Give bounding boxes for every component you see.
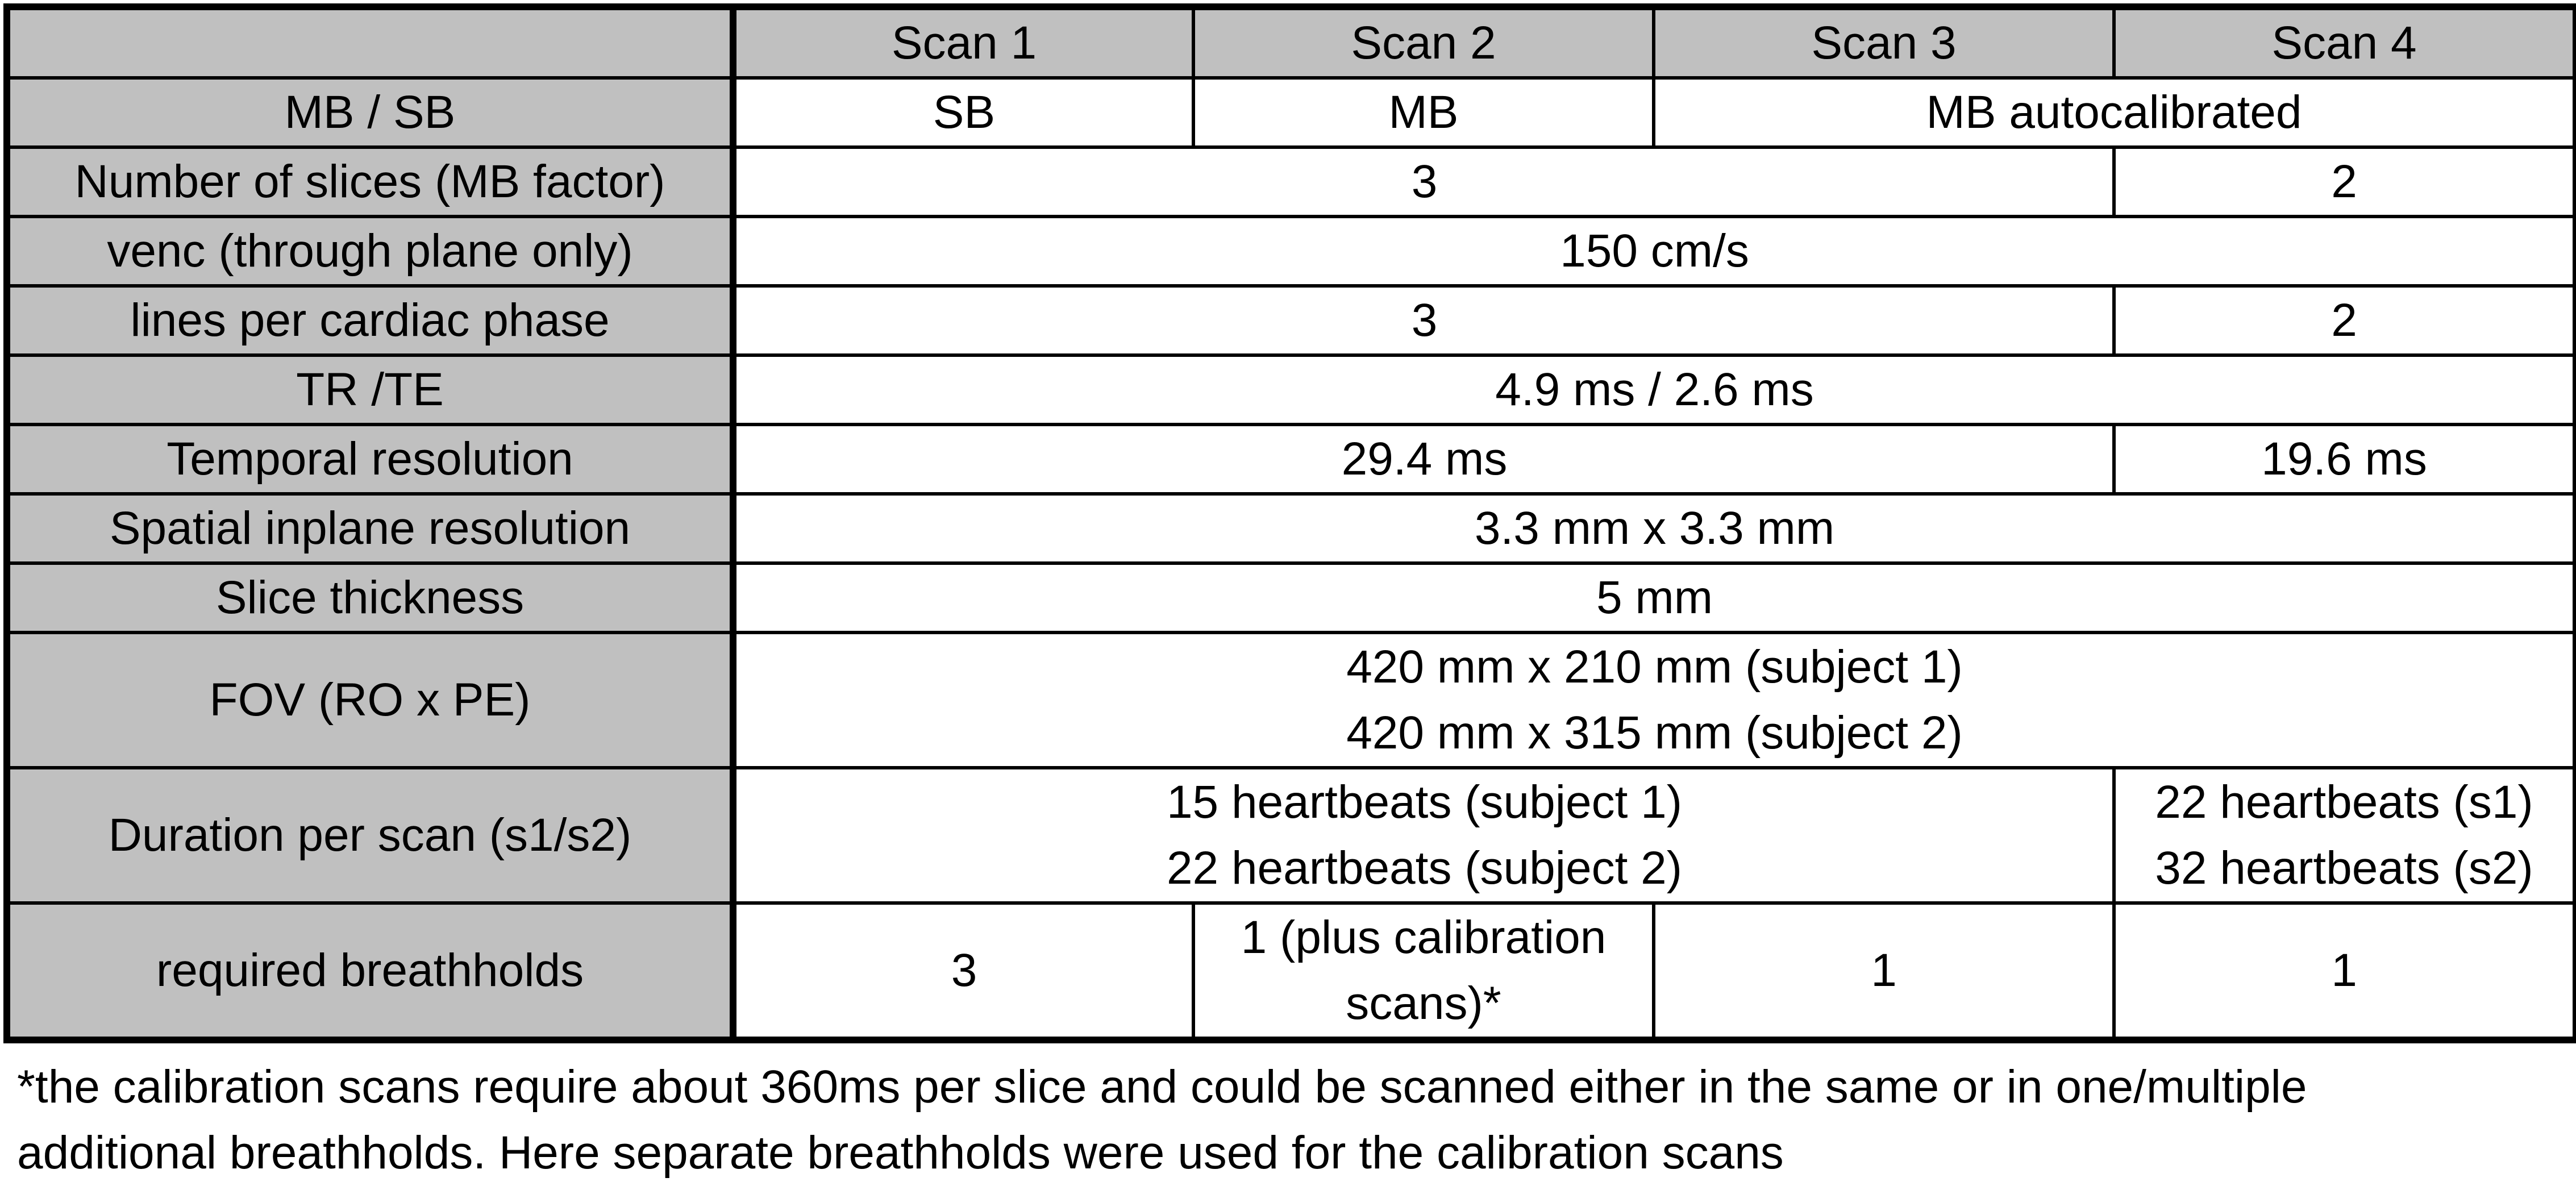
cell-value xyxy=(733,632,2576,768)
cell-value: 2 xyxy=(2114,147,2576,217)
row-label-duration-per-scan: Duration per scan (s1/s2) xyxy=(7,768,733,903)
table-footnote xyxy=(17,1054,2563,1186)
table-row xyxy=(7,286,2576,355)
cell-value: 3 xyxy=(733,903,1193,1040)
cell-line: 420 mm x 315 mm (subject 2) xyxy=(1346,707,1963,759)
row-label-mb-sb: MB / SB xyxy=(7,78,733,147)
cell-value: 1 xyxy=(1654,903,2114,1040)
cell-line: 15 heartbeats (subject 1) xyxy=(1166,776,1683,828)
row-label-tr-te: TR /TE xyxy=(7,355,733,425)
cell-value: SB xyxy=(733,78,1193,147)
cell-line: 22 heartbeats (subject 2) xyxy=(1166,842,1683,894)
cell-value: 29.4 ms xyxy=(733,425,2114,494)
row-label-fov: FOV (RO x PE) xyxy=(7,632,733,768)
cell-value: 3 xyxy=(733,286,2114,355)
header-scan-3: Scan 3 xyxy=(1654,7,2114,78)
header-scan-1: Scan 1 xyxy=(733,7,1193,78)
table-row xyxy=(7,147,2576,217)
table-row xyxy=(7,768,2576,903)
table-row xyxy=(7,355,2576,425)
row-label-required-breathholds: required breathholds xyxy=(7,903,733,1040)
cell-line: 420 mm x 210 mm (subject 1) xyxy=(1346,641,1963,693)
table-row xyxy=(7,425,2576,494)
footnote-line-2: additional breathholds. Here separate breathholds were used for the calibration scans xyxy=(17,1127,1784,1179)
table-row xyxy=(7,632,2576,768)
cell-value: 1 xyxy=(2114,903,2576,1040)
header-row xyxy=(7,7,2576,78)
cell-value xyxy=(733,768,2114,903)
cell-value: 3.3 mm x 3.3 mm xyxy=(733,494,2576,563)
cell-line: 22 heartbeats (s1) xyxy=(2155,776,2533,828)
cell-line: 1 (plus calibration xyxy=(1241,912,1607,963)
cell-value xyxy=(2114,768,2576,903)
cell-value: 4.9 ms / 2.6 ms xyxy=(733,355,2576,425)
row-label-spatial-inplane-resolution: Spatial inplane resolution xyxy=(7,494,733,563)
table-row xyxy=(7,217,2576,286)
cell-value: MB autocalibrated xyxy=(1654,78,2576,147)
row-label-temporal-resolution: Temporal resolution xyxy=(7,425,733,494)
row-label-slice-thickness: Slice thickness xyxy=(7,563,733,632)
cell-value: MB xyxy=(1193,78,1654,147)
table-row xyxy=(7,78,2576,147)
footnote-line-1: *the calibration scans require about 360ms per slice and could be scanned either in the same or in one/multiple xyxy=(17,1061,2307,1113)
table-row xyxy=(7,903,2576,1040)
table-row xyxy=(7,563,2576,632)
header-scan-2: Scan 2 xyxy=(1193,7,1654,78)
table-row xyxy=(7,494,2576,563)
row-label-number-of-slices: Number of slices (MB factor) xyxy=(7,147,733,217)
cell-value xyxy=(1193,903,1654,1040)
row-label-venc: venc (through plane only) xyxy=(7,217,733,286)
cell-line: 32 heartbeats (s2) xyxy=(2155,842,2533,894)
parameter-table-wrapper xyxy=(3,3,2573,1043)
cell-value: 150 cm/s xyxy=(733,217,2576,286)
header-scan-4: Scan 4 xyxy=(2114,7,2576,78)
cell-value: 3 xyxy=(733,147,2114,217)
cell-value: 19.6 ms xyxy=(2114,425,2576,494)
cell-value: 2 xyxy=(2114,286,2576,355)
header-corner-cell xyxy=(7,7,733,78)
cell-value: 5 mm xyxy=(733,563,2576,632)
scan-parameter-table xyxy=(3,3,2576,1043)
row-label-lines-per-cardiac-phase: lines per cardiac phase xyxy=(7,286,733,355)
cell-line: scans)* xyxy=(1346,977,1501,1029)
